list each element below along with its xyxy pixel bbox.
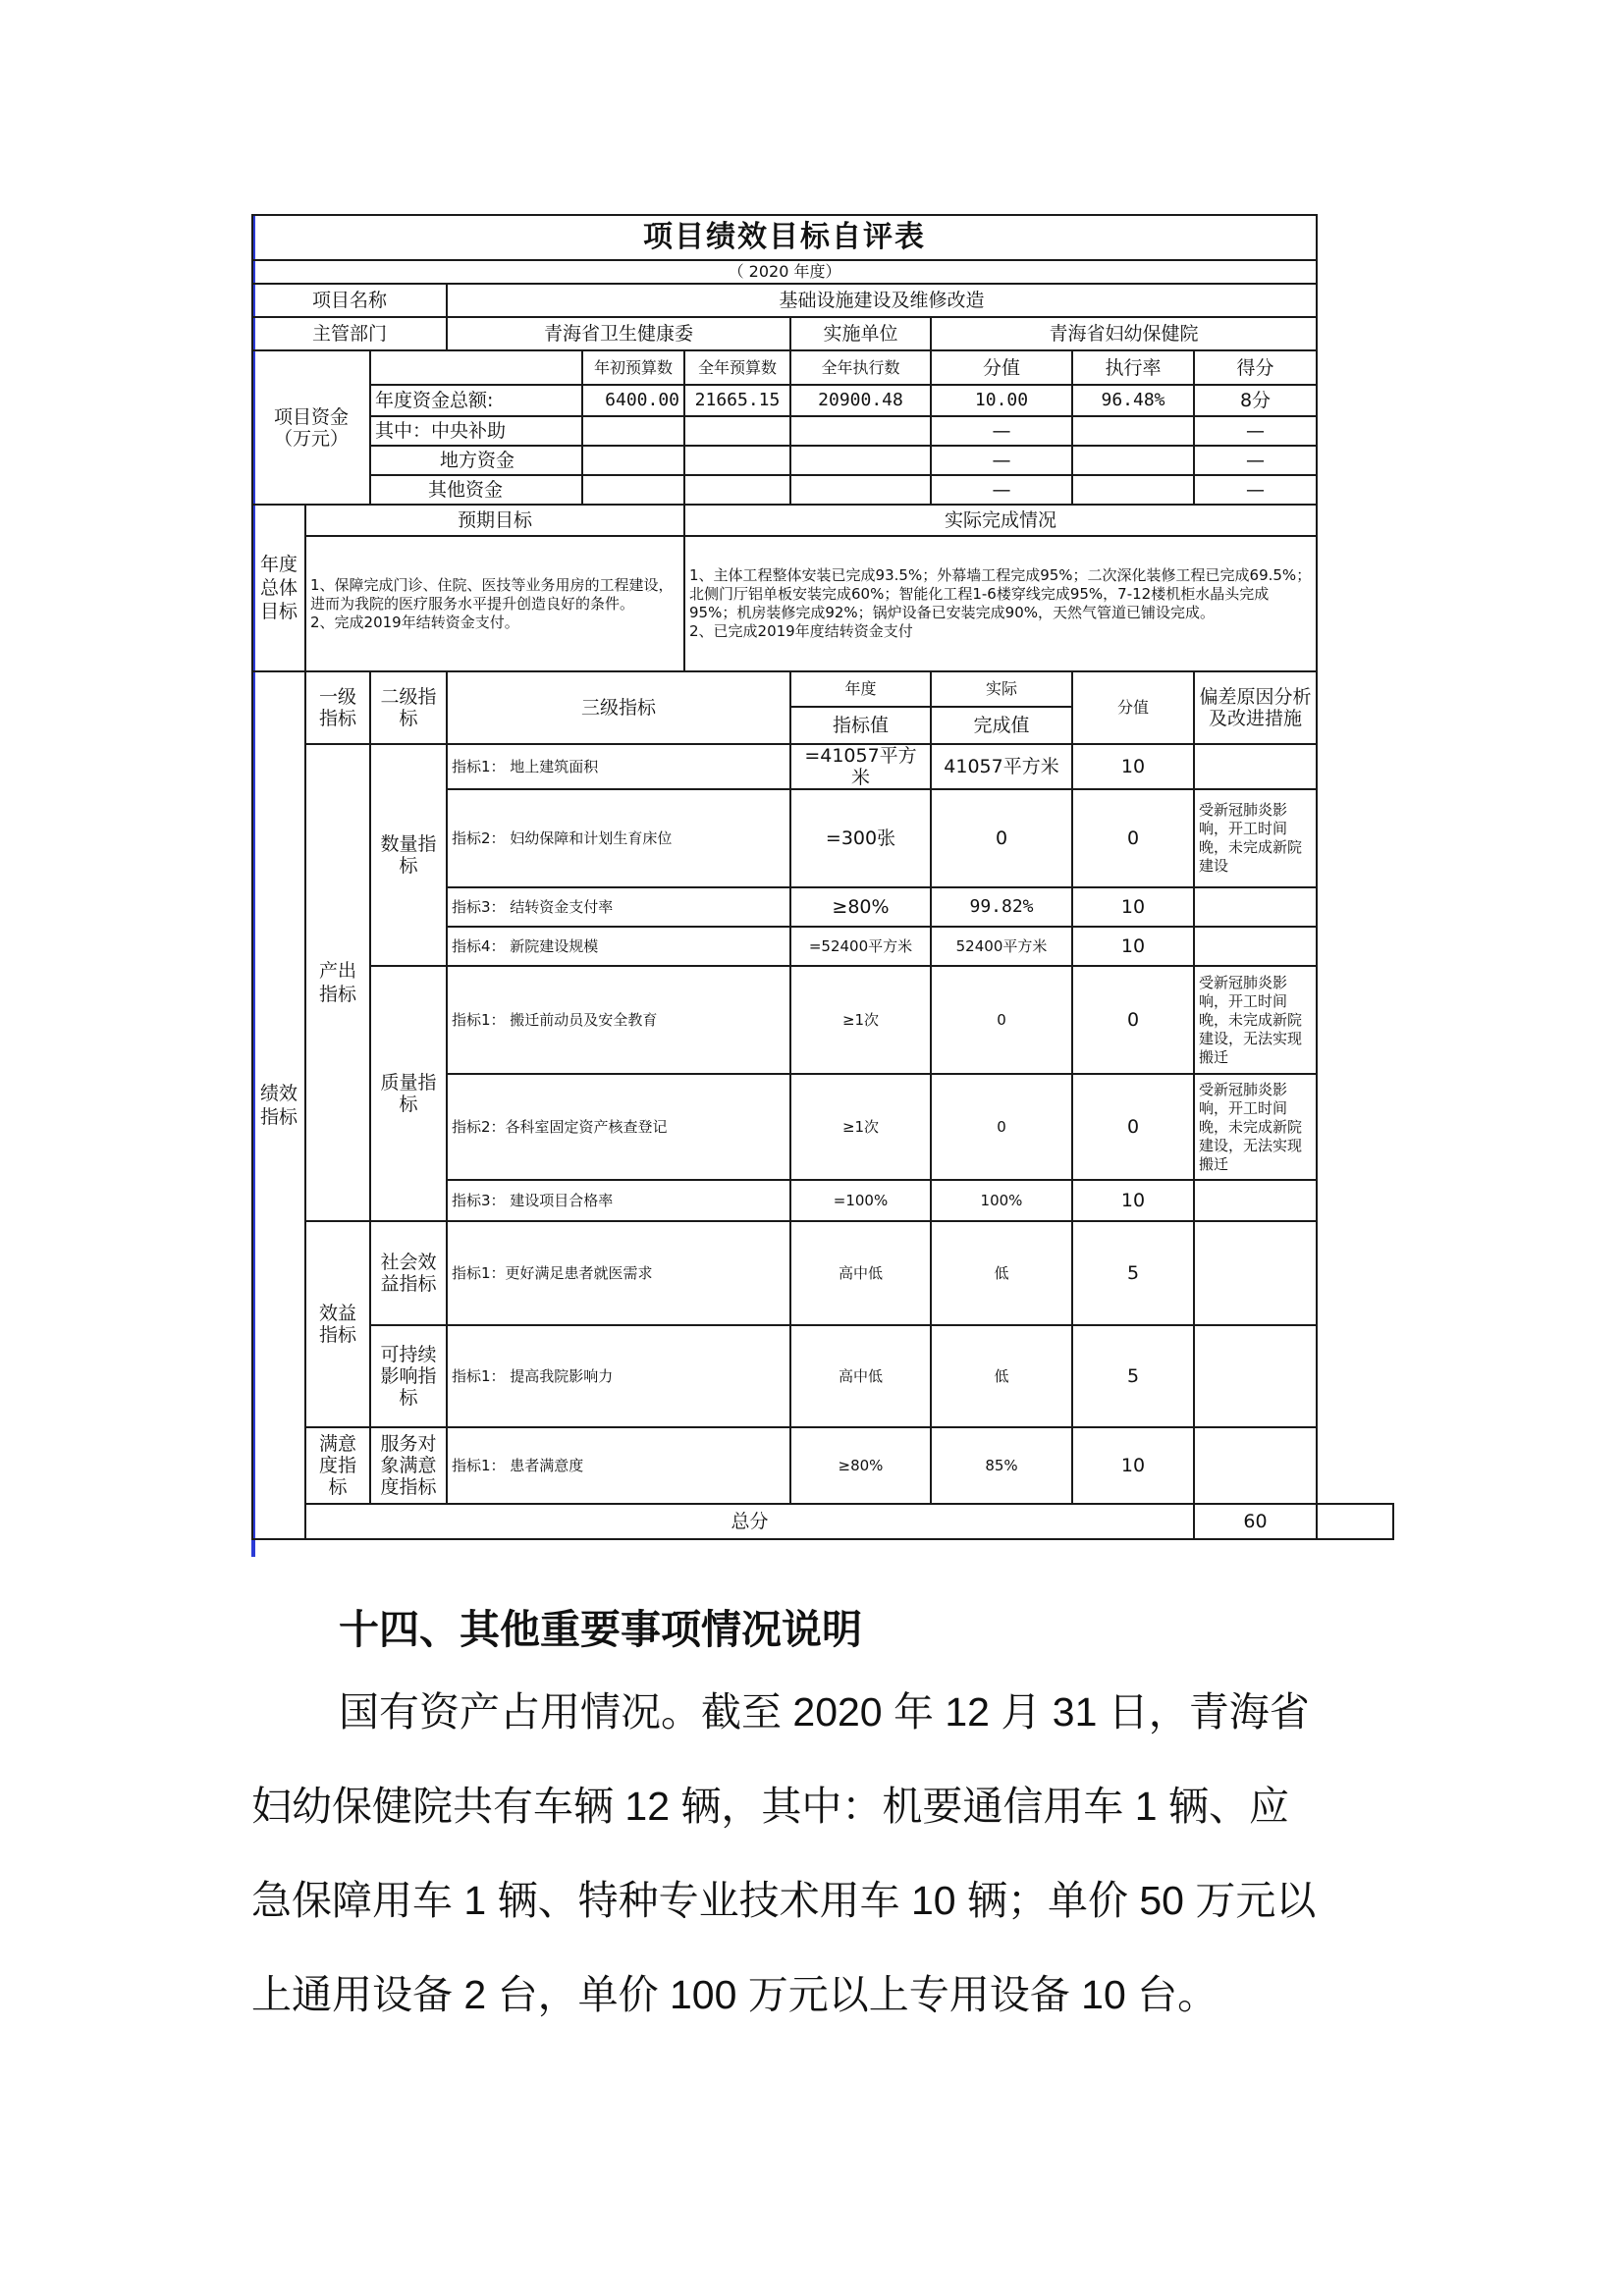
indicator-score: 0 — [1072, 789, 1194, 887]
funds-start — [582, 416, 684, 446]
dept-value: 青海省卫生健康委 — [447, 317, 790, 350]
funds-start — [582, 446, 684, 475]
funds-score-value: — — [931, 475, 1072, 505]
paragraph-line: 急保障用车 1 辆、特种专业技术用车 10 辆；单价 50 万元以 — [251, 1878, 1317, 1923]
indicator-name: 指标1： 搬迁前动员及安全教育 — [447, 966, 790, 1074]
indicator-target: ≥80% — [790, 887, 931, 927]
funds-rate: 96.48% — [1072, 385, 1194, 416]
indicator-name: 指标4： 新院建设规模 — [447, 927, 790, 966]
sub-quality: 质量指标 — [370, 966, 447, 1221]
indicator-note — [1194, 744, 1317, 789]
deviation-header: 偏差原因分析及改进措施 — [1194, 671, 1317, 744]
indicator-target: ≥1次 — [790, 966, 931, 1074]
funds-header-rate: 执行率 — [1072, 350, 1194, 385]
indicator-target: =300张 — [790, 789, 931, 887]
funds-score: 8分 — [1194, 385, 1317, 416]
asset-paragraph — [251, 1665, 1394, 2042]
funds-exec — [790, 416, 931, 446]
table-row — [252, 1221, 1393, 1325]
funds-full — [684, 475, 790, 505]
indicator-actual: 0 — [931, 1074, 1072, 1180]
indicator-score: 10 — [1072, 887, 1194, 927]
table-row — [252, 744, 1393, 789]
level2-header: 二级指标 — [370, 671, 447, 744]
funds-score-value: — — [931, 416, 1072, 446]
category-output: 产出指标 — [305, 744, 370, 1221]
table-row — [252, 1427, 1393, 1504]
total-blank — [1317, 1504, 1393, 1539]
impl-label: 实施单位 — [790, 317, 931, 350]
score-header: 分值 — [1072, 671, 1194, 744]
indicator-note: 受新冠肺炎影响，开工时间晚，未完成新院建设 — [1194, 789, 1317, 887]
funds-header-exec: 全年执行数 — [790, 350, 931, 385]
indicator-score: 5 — [1072, 1325, 1194, 1427]
category-benefit: 效益指标 — [305, 1221, 370, 1427]
funds-exec: 20900.48 — [790, 385, 931, 416]
section-heading: 十四、其他重要事项情况说明 — [339, 1606, 862, 1653]
indicator-actual: 低 — [931, 1221, 1072, 1325]
funds-score: — — [1194, 446, 1317, 475]
indicator-score: 10 — [1072, 927, 1194, 966]
funds-header-blank — [370, 350, 582, 385]
funds-start — [582, 475, 684, 505]
sub-sustain: 可持续影响指标 — [370, 1325, 447, 1427]
total-score: 60 — [1194, 1504, 1317, 1539]
indicator-score: 0 — [1072, 966, 1194, 1074]
indicator-actual: 0 — [931, 789, 1072, 887]
actual-value-header: 实际 — [931, 671, 1072, 707]
funds-score-value: 10.00 — [931, 385, 1072, 416]
indicator-note — [1194, 1180, 1317, 1221]
funds-exec — [790, 475, 931, 505]
paragraph-line: 国有资产占用情况。截至 2020 年 12 月 31 日，青海省 — [339, 1689, 1310, 1735]
indicator-name: 指标2：各科室固定资产核查登记 — [447, 1074, 790, 1180]
funds-score: — — [1194, 416, 1317, 446]
indicator-actual: 85% — [931, 1427, 1072, 1504]
indicator-score: 10 — [1072, 744, 1194, 789]
impl-value: 青海省妇幼保健院 — [931, 317, 1317, 350]
expected-target-header: 预期目标 — [305, 505, 684, 536]
indicator-target: =100% — [790, 1180, 931, 1221]
sub-quantity: 数量指标 — [370, 744, 447, 966]
project-name-value: 基础设施建设及维修改造 — [447, 284, 1317, 317]
indicator-target: ≥1次 — [790, 1074, 931, 1180]
actual-value-header-2: 完成值 — [931, 707, 1072, 744]
indicator-actual: 100% — [931, 1180, 1072, 1221]
funds-row-label: 地方资金 — [370, 446, 582, 475]
actual-completion-header: 实际完成情况 — [684, 505, 1317, 536]
funds-score-value: — — [931, 446, 1072, 475]
indicator-name: 指标3： 结转资金支付率 — [447, 887, 790, 927]
paragraph-line: 妇幼保健院共有车辆 12 辆，其中：机要通信用车 1 辆、应 — [251, 1784, 1289, 1829]
funds-header-full: 全年预算数 — [684, 350, 790, 385]
indicator-note — [1194, 1325, 1317, 1427]
year-target-header: 年度 — [790, 671, 931, 707]
indicator-target: ≥80% — [790, 1427, 931, 1504]
funds-header-score-value: 分值 — [931, 350, 1072, 385]
indicator-name: 指标1： 提高我院影响力 — [447, 1325, 790, 1427]
table-title: 项目绩效目标自评表 — [252, 215, 1317, 260]
total-label: 总分 — [305, 1504, 1194, 1539]
paragraph-line: 上通用设备 2 台，单价 100 万元以上专用设备 10 台。 — [251, 1972, 1218, 2017]
indicator-target: =41057平方米 — [790, 744, 931, 789]
actual-completion-text: 1、主体工程整体安装已完成93.5%；外幕墙工程完成95%；二次深化装修工程已完成69.5%；北侧门厅铝单板安装完成60%；智能化工程1-6楼穿线完成95%，7-12楼机柜水晶头完成95%；机房装修完成92%；锅炉设备已安装完成90%，天然气管道已铺设完成。 2、已完成2019年度结转资金支付 — [684, 536, 1317, 671]
indicator-note: 受新冠肺炎影响，开工时间晚，未完成新院建设，无法实现搬迁 — [1194, 1074, 1317, 1180]
indicator-note — [1194, 887, 1317, 927]
funds-full: 21665.15 — [684, 385, 790, 416]
year-target-header-2: 指标值 — [790, 707, 931, 744]
indicator-name: 指标3： 建设项目合格率 — [447, 1180, 790, 1221]
indicator-score: 5 — [1072, 1221, 1194, 1325]
funds-full — [684, 416, 790, 446]
level3-header: 三级指标 — [447, 671, 790, 744]
perf-indicator-label: 绩效指标 — [252, 671, 305, 1539]
funds-row-label: 其中：中央补助 — [370, 416, 582, 446]
funds-score: — — [1194, 475, 1317, 505]
funds-header-score: 得分 — [1194, 350, 1317, 385]
funds-start: 6400.00 — [582, 385, 684, 416]
expected-target-text: 1、保障完成门诊、住院、医技等业务用房的工程建设，进而为我院的医疗服务水平提升创造良好的条件。 2、完成2019年结转资金支付。 — [305, 536, 684, 671]
indicator-score: 10 — [1072, 1180, 1194, 1221]
indicator-actual: 0 — [931, 966, 1072, 1074]
performance-evaluation-table — [251, 214, 1394, 1540]
project-name-label: 项目名称 — [252, 284, 447, 317]
indicator-actual: 低 — [931, 1325, 1072, 1427]
indicator-actual: 52400平方米 — [931, 927, 1072, 966]
sub-social: 社会效益指标 — [370, 1221, 447, 1325]
indicator-actual: 41057平方米 — [931, 744, 1072, 789]
indicator-target: 高中低 — [790, 1325, 931, 1427]
funds-rate — [1072, 416, 1194, 446]
funds-row-label: 其他资金 — [370, 475, 582, 505]
indicator-score: 0 — [1072, 1074, 1194, 1180]
indicator-name: 指标1：更好满足患者就医需求 — [447, 1221, 790, 1325]
funds-label: 项目资金（万元） — [252, 350, 370, 505]
indicator-name: 指标2： 妇幼保障和计划生育床位 — [447, 789, 790, 887]
indicator-note: 受新冠肺炎影响，开工时间晚，未完成新院建设，无法实现搬迁 — [1194, 966, 1317, 1074]
indicator-note — [1194, 927, 1317, 966]
indicator-name: 指标1： 地上建筑面积 — [447, 744, 790, 789]
funds-exec — [790, 446, 931, 475]
table-year: （ 2020 年度） — [252, 260, 1317, 284]
indicator-target: =52400平方米 — [790, 927, 931, 966]
indicator-name: 指标1： 患者满意度 — [447, 1427, 790, 1504]
level1-header: 一级指标 — [305, 671, 370, 744]
annual-target-label: 年度总体目标 — [252, 505, 305, 671]
indicator-note — [1194, 1221, 1317, 1325]
dept-label: 主管部门 — [252, 317, 447, 350]
indicator-target: 高中低 — [790, 1221, 931, 1325]
indicator-note — [1194, 1427, 1317, 1504]
category-satisfaction: 满意度指标 — [305, 1427, 370, 1504]
funds-full — [684, 446, 790, 475]
funds-rate — [1072, 446, 1194, 475]
funds-header-start: 年初预算数 — [582, 350, 684, 385]
table-row — [252, 1325, 1393, 1427]
table-row — [252, 966, 1393, 1074]
funds-rate — [1072, 475, 1194, 505]
indicator-score: 10 — [1072, 1427, 1194, 1504]
indicator-actual: 99.82% — [931, 887, 1072, 927]
sub-service: 服务对象满意度指标 — [370, 1427, 447, 1504]
funds-row-label: 年度资金总额: — [370, 385, 582, 416]
